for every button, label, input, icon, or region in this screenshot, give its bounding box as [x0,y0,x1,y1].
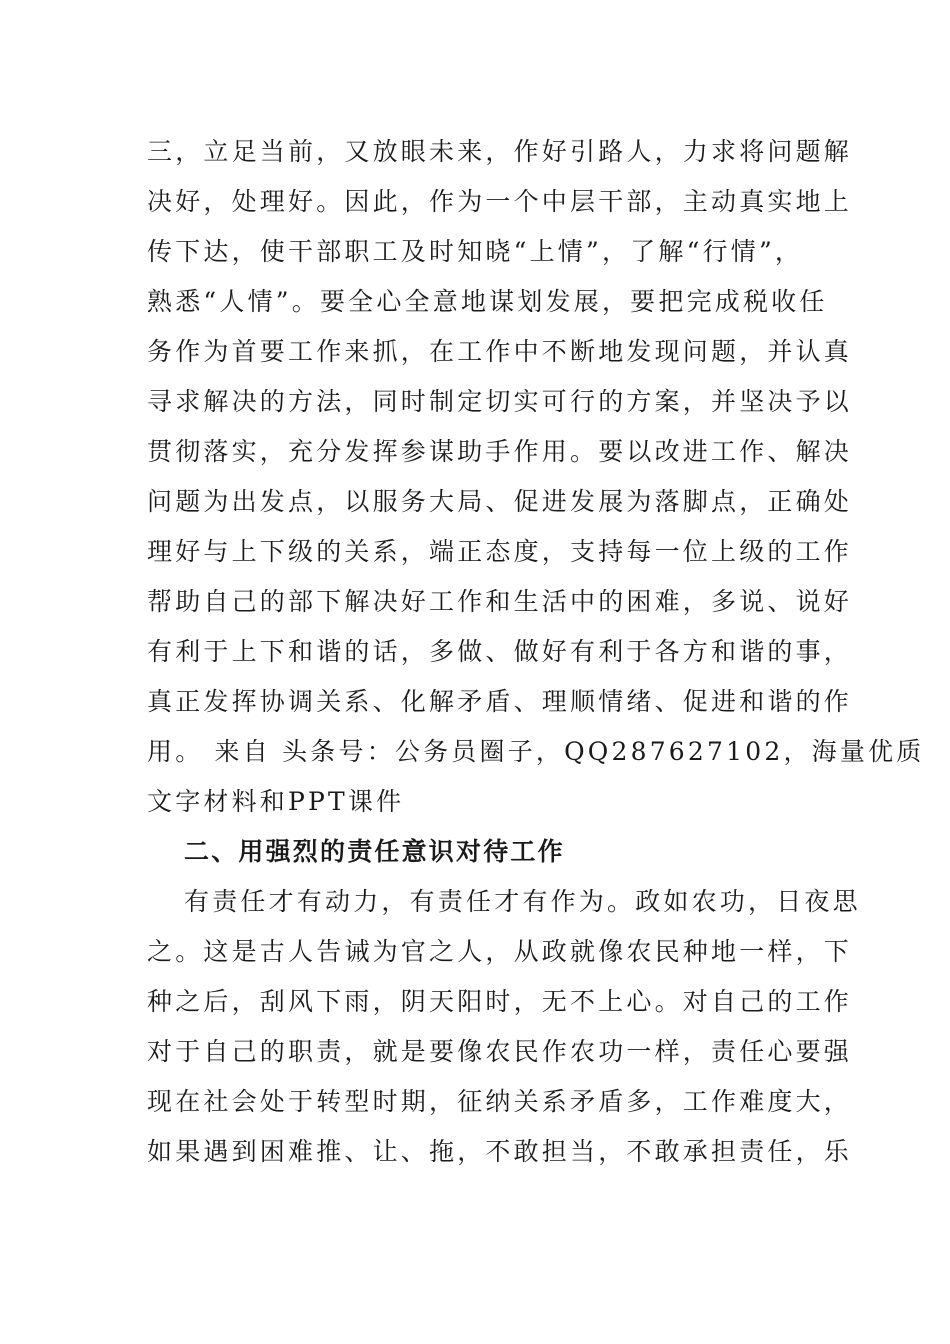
text-line: 对于自己的职责，就是要像农民作农功一样，责任心要强 [147,1037,853,1066]
section-heading: 二、用强烈的责任意识对待工作 [184,837,565,866]
text-line: 问题为出发点，以服务大局、促进发展为落脚点，正确处 [147,487,853,516]
text-line: 理好与上下级的关系，端正态度，支持每一位上级的工作 [147,537,853,566]
text-line: 贯彻落实，充分发挥参谋助手作用。要以改进工作、解决 [147,437,853,466]
text-line: 文字材料和PPT课件 [147,787,405,816]
text-line: 寻求解决的方法，同时制定切实可行的方案，并坚决予以 [147,387,853,416]
text-line: 有利于上下和谐的话，多做、做好有利于各方和谐的事， [147,637,853,666]
text-line: 真正发挥协调关系、化解矛盾、理顺情绪、促进和谐的作 [147,687,853,716]
text-line: 帮助自己的部下解决好工作和生活中的困难，多说、说好 [147,587,853,616]
text-line: 现在社会处于转型时期，征纳关系矛盾多，工作难度大， [147,1087,853,1116]
text-line: 三，立足当前，又放眼未来，作好引路人，力求将问题解 [147,137,853,166]
text-line: 熟悉“人情”。要全心全意地谋划发展，要把完成税收任 [147,287,828,316]
text-line: 传下达，使干部职工及时知晓“上情”，了解“行情”， [147,237,804,266]
text-line: 用。 来自 头条号：公务员圈子，QQ287627102，海量优质 [147,737,925,766]
text-line: 务作为首要工作来抓，在工作中不断地发现问题，并认真 [147,337,853,366]
text-line: 如果遇到困难推、让、拖，不敢担当，不敢承担责任，乐 [147,1137,853,1166]
text-line: 种之后，刮风下雨，阴天阳时，无不上心。对自己的工作 [147,987,853,1016]
text-line: 有责任才有动力，有责任才有作为。政如农功，日夜思 [184,887,861,916]
text-line: 之。这是古人告诫为官之人，从政就像农民种地一样，下 [147,937,853,966]
text-line: 决好，处理好。因此，作为一个中层干部，主动真实地上 [147,187,853,216]
